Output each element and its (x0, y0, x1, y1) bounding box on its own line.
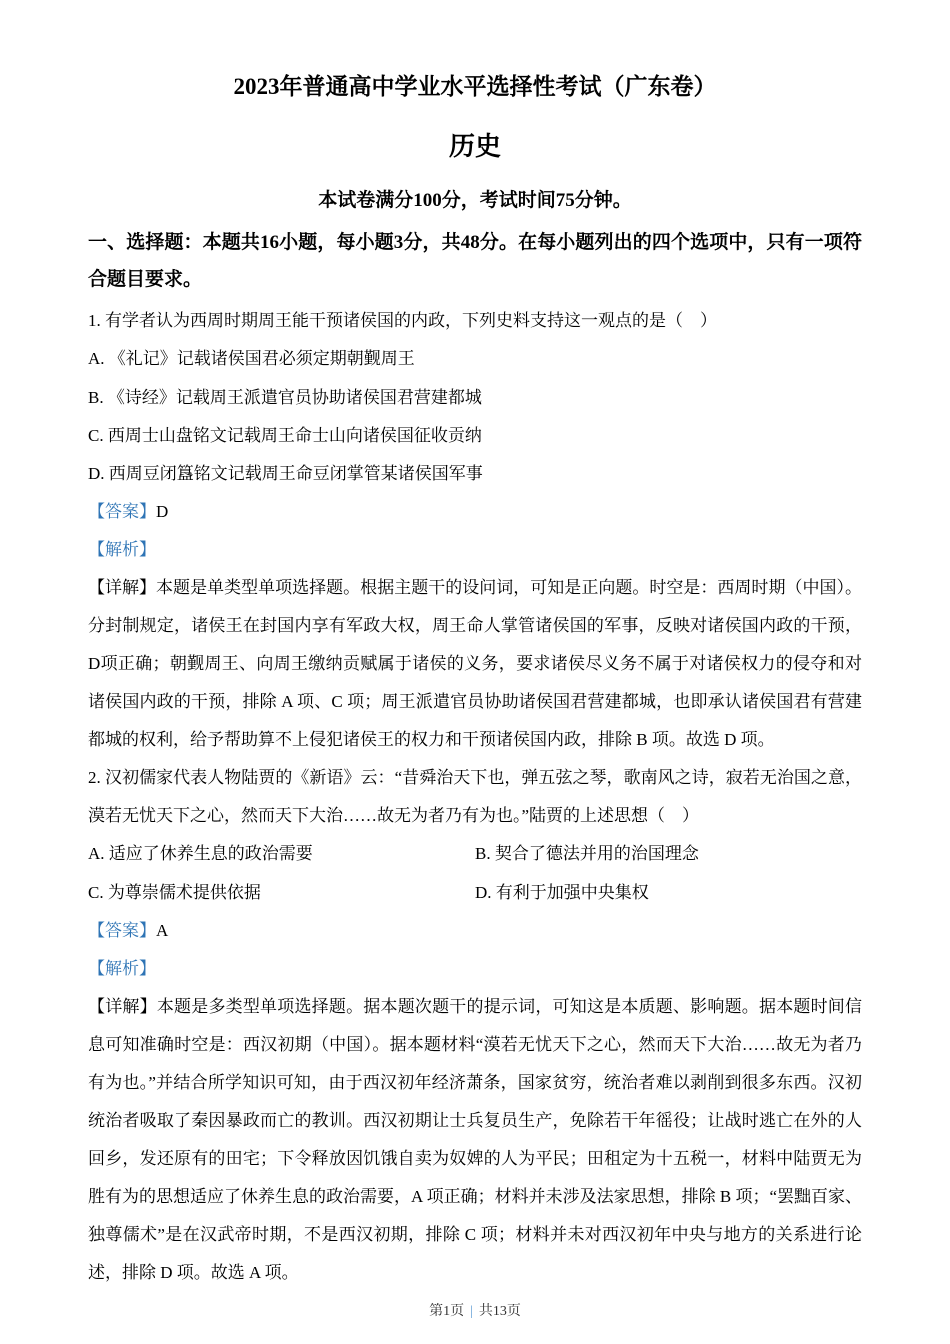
question-2-option-row-2 (88, 874, 862, 912)
detail-label: 【详解】 (88, 577, 157, 597)
section-header: 一、选择题：本题共16小题，每小题3分，共48分。在每小题列出的四个选项中，只有一项符合题目要求。 (88, 232, 862, 291)
question-1-answer-value: D (156, 501, 169, 521)
page-title: 2023年普通高中学业水平选择性考试（广东卷） (233, 74, 717, 99)
question-2-option-row-1 (88, 835, 862, 873)
question-1-option-a: A. 《礼记》记载诸侯国君必须定期朝觐周王 (88, 349, 415, 369)
exam-info: 本试卷满分100分，考试时间75分钟。 (318, 189, 632, 211)
subject-title: 历史 (448, 131, 501, 161)
question-1-option-b: B. 《诗经》记载周王派遣官员协助诸侯国君营建都城 (88, 387, 482, 407)
question-2-detail-text: 本题是多类型单项选择题。据本题次题干的提示词，可知这是本质题、影响题。据本题时间信息可知准确时空是：西汉初期（中国）。据本题材料“漠若无忧天下之心，然而天下大治……故无为者乃有为也。”并结合所学知识可知，由于西汉初年经济萧条，国家贫穷，统治者难以剥削到很多东西。汉初统治者吸取了秦因暴政而亡的教训。西汉初期让士兵复员生产，免除若干年徭役；让战时逃亡在外的人回乡，发还原有的田宅；下令释放因饥饿自卖为奴婢的人为平民；田租定为十五税一，材料中陆贾无为胜有为的思想适应了休养生息的政治需要，A 项正确；材料并未涉及法家思想，排除 B 项；“罢黜百家、独尊儒术”是在汉武帝时期，不是西汉初期，排除 C 项；材料并未对西汉初年中央与地方的关系进行论述，排除 D 项。故选 A 项。 (88, 996, 863, 1283)
question-1-detail-text: 本题是单类型单项选择题。根据主题干的设问词，可知是正向题。时空是：西周时期（中国）。分封制规定，诸侯王在封国内享有军政大权，周王命人掌管诸侯国的军事，反映对诸侯国内政的干预，D项正确；朝觐周王、向周王缴纳贡赋属于诸侯的义务，要求诸侯尽义务不属于对诸侯权力的侵夺和对诸侯国内政的干预，排除 A 项、C 项；周王派遣官员协助诸侯国君营建都城，也即承认诸侯国君有营建都城的权利，给予帮助算不上侵犯诸侯王的权力和干预诸侯国内政，排除 B 项。故选 D 项。 (88, 577, 863, 750)
analysis-label: 【解析】 (88, 539, 156, 559)
question-2-option-c: C. 为尊崇儒术提供依据 (88, 882, 261, 902)
question-1-option-d: D. 西周豆闭簋铭文记载周王命豆闭掌管某诸侯国军事 (88, 463, 483, 483)
question-1-analysis-line (88, 531, 862, 569)
question-1 (88, 302, 862, 759)
answer-label: 【答案】 (88, 920, 156, 940)
question-1-answer-line (88, 493, 862, 531)
question-2-option-b: B. 契合了德法并用的治国理念 (475, 844, 699, 864)
question-2-option-d: D. 有利于加强中央集权 (475, 882, 649, 902)
detail-label: 【详解】 (88, 996, 157, 1016)
question-2-analysis-line (88, 950, 862, 988)
question-2-stem: 2. 汉初儒家代表人物陆贾的《新语》云：“昔舜治天下也，弹五弦之琴，歌南风之诗，寂若无治国之意，漠若无忧天下之心，然而天下大治……故无为者乃有为也。”陆贾的上述思想（ ） (88, 768, 862, 826)
footer-separator: | (470, 1304, 473, 1319)
question-1-detail (88, 569, 862, 759)
page-footer (0, 1300, 950, 1320)
question-2-answer-value: A (156, 920, 169, 940)
page-number-total: 共13页 (478, 1304, 521, 1319)
question-1-stem: 1. 有学者认为西周时期周王能干预诸侯国的内政，下列史料支持这一观点的是（ ） (88, 311, 717, 331)
analysis-label: 【解析】 (88, 958, 156, 978)
question-1-option-c: C. 西周士山盘铭文记载周王命士山向诸侯国征收贡纳 (88, 425, 482, 445)
question-2-detail (88, 988, 862, 1293)
answer-label: 【答案】 (88, 501, 156, 521)
question-2-option-a: A. 适应了休养生息的政治需要 (88, 844, 313, 864)
question-2-answer-line (88, 912, 862, 950)
question-2 (88, 759, 862, 1292)
page-number-current: 第1页 (429, 1304, 465, 1319)
